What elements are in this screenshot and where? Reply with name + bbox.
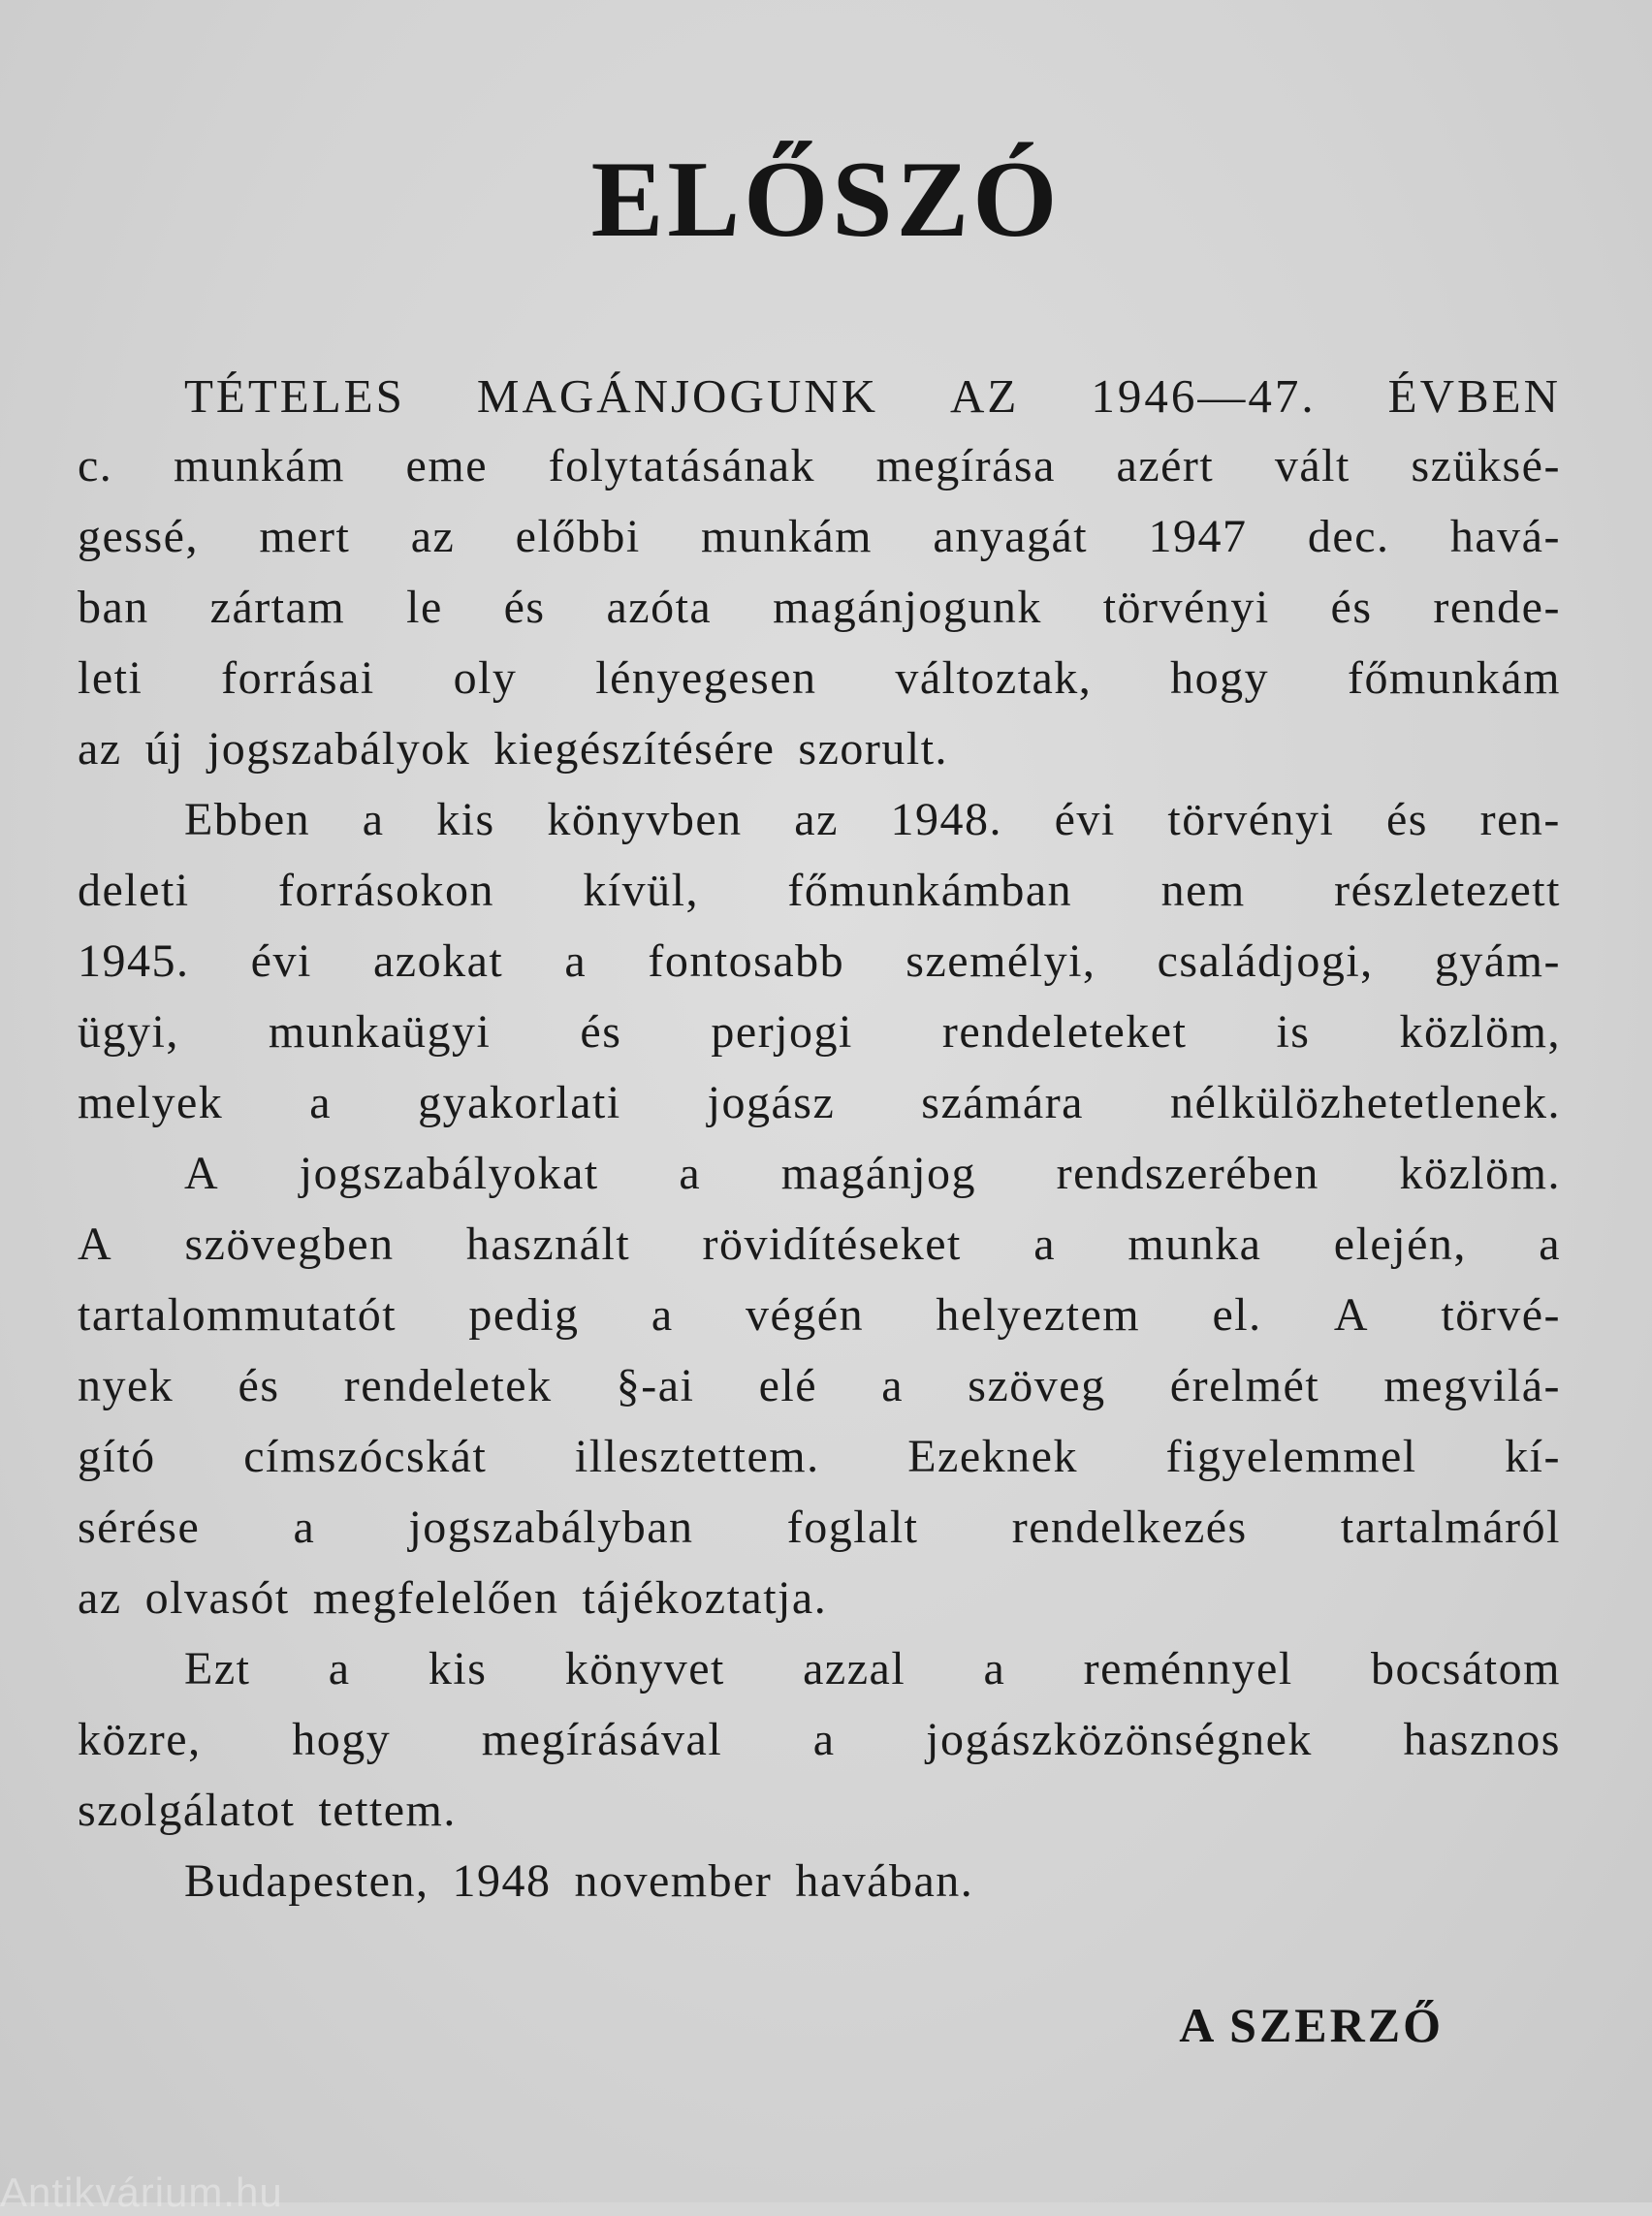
- word: címszócskát: [243, 1431, 488, 1482]
- word: fontosabb: [648, 935, 845, 987]
- word: rende-: [1433, 582, 1561, 633]
- word: munkám: [173, 440, 345, 491]
- word: reménnyel: [1083, 1643, 1293, 1694]
- text-line: [78, 368, 1561, 439]
- word: sérése: [78, 1502, 201, 1553]
- word: MAGÁNJOGUNK: [476, 369, 878, 423]
- word: jogszabályok: [206, 723, 471, 775]
- word: c.: [78, 440, 113, 491]
- word: és: [238, 1360, 280, 1411]
- word: gyám-: [1434, 935, 1561, 987]
- word: családjogi,: [1157, 935, 1374, 987]
- text-line: [78, 1713, 1561, 1784]
- word: Ezeknek: [907, 1431, 1078, 1482]
- word: havában.: [795, 1855, 974, 1907]
- text-line: [78, 1218, 1561, 1288]
- author-signature: A SZERZŐ: [1179, 1998, 1444, 2052]
- word: TÉTELES: [184, 369, 405, 423]
- word: anyagát: [933, 511, 1089, 562]
- word: 1948: [452, 1855, 552, 1907]
- word: a: [1539, 1219, 1561, 1270]
- text-line: [78, 1571, 1561, 1642]
- word: könyvben: [547, 794, 743, 845]
- word: gító: [78, 1431, 156, 1482]
- text-line: [78, 722, 1561, 793]
- word: rövidítéseket: [702, 1219, 962, 1270]
- word: végén: [745, 1289, 865, 1341]
- word: 1948.: [890, 794, 1002, 845]
- word: érelmét: [1169, 1360, 1320, 1411]
- word: jogászközönségnek: [926, 1714, 1313, 1765]
- word: új: [144, 723, 184, 775]
- word: az: [78, 723, 122, 775]
- word: nélkülözhetetlenek.: [1169, 1077, 1561, 1128]
- word: munka: [1128, 1219, 1262, 1270]
- text-line: [78, 793, 1561, 864]
- word: tartalommutatót: [78, 1289, 397, 1341]
- word: elején,: [1333, 1219, 1467, 1270]
- word: hasznos: [1403, 1714, 1561, 1765]
- word: és: [580, 1006, 622, 1058]
- word: a: [564, 935, 588, 987]
- word: rendeletek: [343, 1360, 553, 1411]
- word: le: [406, 582, 443, 633]
- word: ban: [78, 582, 149, 633]
- word: főmunkámban: [787, 865, 1073, 916]
- word: rendelkezés: [1011, 1502, 1248, 1553]
- word: számára: [921, 1077, 1084, 1128]
- word: közlöm,: [1399, 1006, 1561, 1058]
- word: évi: [250, 935, 312, 987]
- word: lényegesen: [595, 652, 817, 704]
- word: a: [679, 1148, 702, 1199]
- word: az: [410, 511, 456, 562]
- word: ügyi,: [78, 1006, 179, 1058]
- word: jogász: [707, 1077, 836, 1128]
- word: el.: [1212, 1289, 1262, 1341]
- text-line: [78, 1076, 1561, 1147]
- word: bocsátom: [1370, 1643, 1561, 1694]
- word: változtak,: [895, 652, 1093, 704]
- text-line: [78, 864, 1561, 934]
- word: ren-: [1479, 794, 1561, 845]
- word: azóta: [606, 582, 713, 633]
- word: kis: [436, 794, 495, 845]
- text-line: [78, 1642, 1561, 1713]
- word: munkám: [701, 511, 874, 562]
- word: és: [1385, 794, 1428, 845]
- word: évi: [1054, 794, 1116, 845]
- word: perjogi: [711, 1006, 853, 1058]
- word: rendeleteket: [941, 1006, 1188, 1058]
- word: Budapesten,: [184, 1855, 429, 1907]
- word: dec.: [1307, 511, 1390, 562]
- word: hogy: [1170, 652, 1270, 704]
- word: a: [812, 1714, 836, 1765]
- word: megvilá-: [1383, 1360, 1561, 1411]
- word: szorult.: [798, 723, 949, 775]
- word: szövegben: [184, 1219, 395, 1270]
- watermark: Antikvárium.hu: [0, 2169, 283, 2215]
- text-line: [78, 651, 1561, 722]
- word: leti: [78, 652, 143, 704]
- word: azzal: [803, 1643, 906, 1694]
- word: magánjogunk: [773, 582, 1042, 633]
- word: a: [328, 1643, 351, 1694]
- word: november: [574, 1855, 773, 1907]
- word: melyek: [78, 1077, 224, 1128]
- word: Ezt: [184, 1643, 251, 1694]
- word: mert: [259, 511, 351, 562]
- word: jogszabályokat: [299, 1148, 599, 1199]
- word: kiegészítésére: [493, 723, 776, 775]
- word: Ebben: [184, 794, 311, 845]
- word: hogy: [292, 1714, 392, 1765]
- word: ÉVBEN: [1387, 369, 1561, 423]
- word: kívül,: [583, 865, 700, 916]
- word: oly: [453, 652, 518, 704]
- word: §-ai: [616, 1360, 695, 1411]
- text-line: [78, 1854, 1561, 1925]
- text-line: [78, 1359, 1561, 1430]
- word: használt: [465, 1219, 631, 1270]
- word: is: [1276, 1006, 1311, 1058]
- word: 1946—47.: [1091, 369, 1317, 423]
- word: közre,: [78, 1714, 202, 1765]
- word: az: [78, 1572, 122, 1624]
- word: tájékoztatja.: [582, 1572, 828, 1624]
- word: AZ: [950, 369, 1020, 423]
- word: kí-: [1505, 1431, 1561, 1482]
- word: 1945.: [78, 935, 190, 987]
- word: megírása: [875, 440, 1056, 491]
- word: főmunkám: [1347, 652, 1561, 704]
- text-line: [78, 510, 1561, 581]
- word: azért: [1116, 440, 1215, 491]
- word: azokat: [372, 935, 504, 987]
- word: pedig: [468, 1289, 580, 1341]
- word: a: [309, 1077, 333, 1128]
- word: gessé,: [78, 511, 199, 562]
- text-line: [78, 1784, 1561, 1854]
- word: kis: [428, 1643, 488, 1694]
- word: megírásával: [481, 1714, 723, 1765]
- word: törvényi: [1102, 582, 1270, 633]
- word: a: [1033, 1219, 1057, 1270]
- word: elé: [758, 1360, 818, 1411]
- word: foglalt: [786, 1502, 919, 1553]
- word: törvé-: [1441, 1289, 1561, 1341]
- word: megfelelően: [312, 1572, 559, 1624]
- text-line: [78, 1147, 1561, 1218]
- word: a: [881, 1360, 905, 1411]
- word: részletezett: [1334, 865, 1561, 916]
- word: olvasót: [144, 1572, 290, 1624]
- word: a: [362, 794, 385, 845]
- word: helyeztem: [936, 1289, 1141, 1341]
- word: folytatásának: [548, 440, 816, 491]
- text-line: [78, 1005, 1561, 1076]
- word: a: [983, 1643, 1006, 1694]
- word: gyakorlati: [418, 1077, 621, 1128]
- word: nyek: [78, 1360, 175, 1411]
- word: a: [293, 1502, 316, 1553]
- text-line: [78, 1430, 1561, 1501]
- word: vált: [1274, 440, 1350, 491]
- word: előbbi: [515, 511, 641, 562]
- text-line: [78, 934, 1561, 1005]
- word: 1947: [1148, 511, 1248, 562]
- word: és: [1330, 582, 1373, 633]
- word: illesztettem.: [574, 1431, 820, 1482]
- preface-body: [78, 368, 1561, 1925]
- word: szolgálatot: [78, 1785, 296, 1836]
- word: A: [184, 1148, 220, 1199]
- word: jogszabályban: [408, 1502, 694, 1553]
- word: tartalmáról: [1340, 1502, 1561, 1553]
- word: a: [651, 1289, 674, 1341]
- word: deleti: [78, 865, 190, 916]
- word: tettem.: [318, 1785, 457, 1836]
- word: eme: [405, 440, 488, 491]
- word: forrásai: [221, 652, 375, 704]
- word: havá-: [1449, 511, 1561, 562]
- word: zártam: [209, 582, 346, 633]
- word: magánjog: [780, 1148, 977, 1199]
- word: és: [503, 582, 546, 633]
- word: forrásokon: [278, 865, 494, 916]
- word: rendszerében: [1056, 1148, 1319, 1199]
- word: közlöm.: [1399, 1148, 1561, 1199]
- page-title: ELŐSZÓ: [590, 140, 1062, 260]
- text-line: [78, 439, 1561, 510]
- word: személyi,: [905, 935, 1096, 987]
- word: szüksé-: [1411, 440, 1561, 491]
- word: törvényi: [1167, 794, 1335, 845]
- word: figyelemmel: [1165, 1431, 1417, 1482]
- text-line: [78, 1501, 1561, 1571]
- word: A: [78, 1219, 113, 1270]
- word: szöveg: [968, 1360, 1106, 1411]
- word: könyvet: [564, 1643, 725, 1694]
- word: A: [1333, 1289, 1370, 1341]
- word: nem: [1160, 865, 1246, 916]
- word: munkaügyi: [268, 1006, 492, 1058]
- word: az: [794, 794, 839, 845]
- text-line: [78, 581, 1561, 651]
- text-line: [78, 1288, 1561, 1359]
